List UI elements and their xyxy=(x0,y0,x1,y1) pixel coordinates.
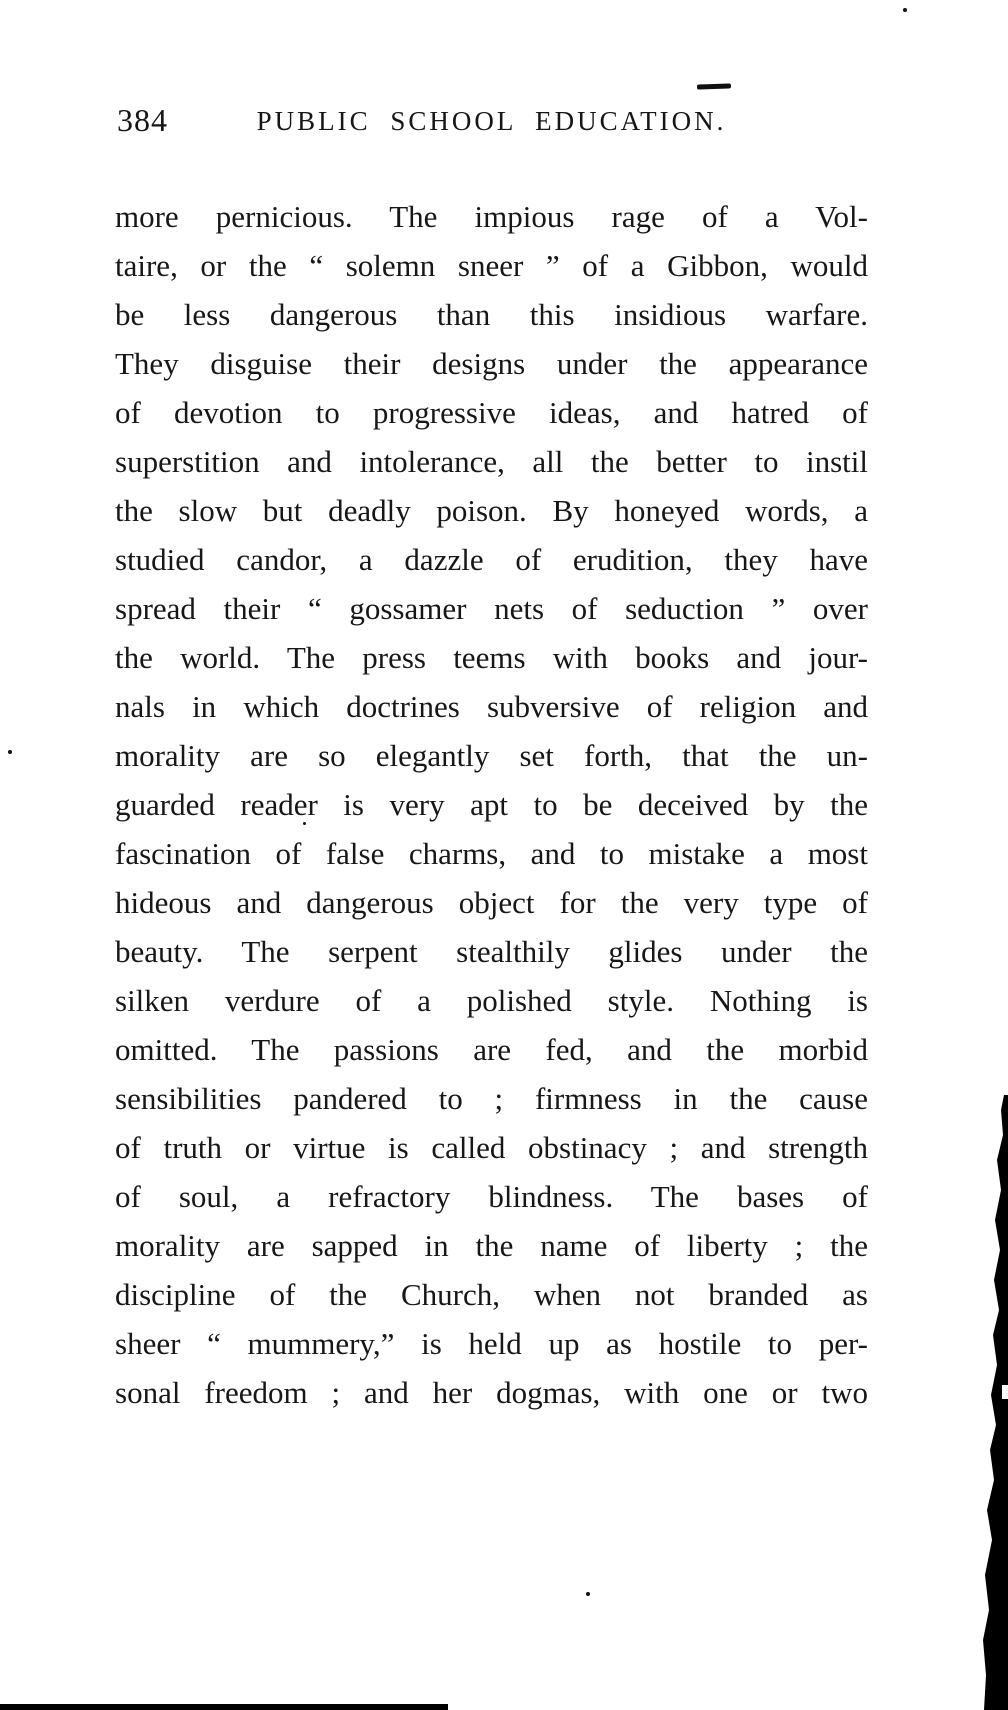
text-line: sheer “ mummery,” is held up as hostile to per- xyxy=(115,1326,868,1361)
text-line: They disguise their designs under the appearance xyxy=(115,346,868,381)
text-line: the slow but deadly poison. By honeyed words, a xyxy=(115,493,868,528)
text-line: omitted. The passions are fed, and the morbid xyxy=(115,1032,868,1067)
text-line: more pernicious. The impious rage of a Vol- xyxy=(115,199,868,234)
page-number: 384 xyxy=(117,102,168,138)
page-body xyxy=(115,192,868,1417)
bottom-scan-line xyxy=(0,1704,448,1710)
text-line: discipline of the Church, when not branded as xyxy=(115,1277,868,1312)
ink-speck xyxy=(586,1592,590,1596)
text-line: the world. The press teems with books and jour- xyxy=(115,640,868,675)
text-line: guarded reader is very apt to be deceived by the xyxy=(115,787,868,822)
text-line: be less dangerous than this insidious warfare. xyxy=(115,297,868,332)
text-line: superstition and intolerance, all the better to instil xyxy=(115,444,868,479)
binding-ink-mark xyxy=(982,1095,1008,1710)
text-line: morality are sapped in the name of liberty ; the xyxy=(115,1228,868,1263)
text-line: silken verdure of a polished style. Nothing is xyxy=(115,983,868,1018)
text-line: of soul, a refractory blindness. The bases of xyxy=(115,1179,868,1214)
text-line: of truth or virtue is called obstinacy ; and strength xyxy=(115,1130,868,1165)
ink-speck xyxy=(8,750,12,754)
text-line: taire, or the “ solemn sneer ” of a Gibbon, would xyxy=(115,248,868,283)
page-header xyxy=(115,0,868,148)
running-title: PUBLIC SCHOOL EDUCATION. xyxy=(256,106,727,136)
text-line: spread their “ gossamer nets of seduction ” over xyxy=(115,591,868,626)
text-line: fascination of false charms, and to mistake a most xyxy=(115,836,868,871)
text-line: morality are so elegantly set forth, that the un- xyxy=(115,738,868,773)
text-line: nals in which doctrines subversive of religion and xyxy=(115,689,868,724)
text-line: of devotion to progressive ideas, and hatred of xyxy=(115,395,868,430)
text-line: sonal freedom ; and her dogmas, with one or two xyxy=(115,1375,868,1410)
ink-speck xyxy=(903,8,907,12)
text-line: studied candor, a dazzle of erudition, they have xyxy=(115,542,868,577)
text-line: beauty. The serpent stealthily glides under the xyxy=(115,934,868,969)
text-line: sensibilities pandered to ; firmness in the cause xyxy=(115,1081,868,1116)
ink-speck xyxy=(303,822,306,825)
text-line: hideous and dangerous object for the very type of xyxy=(115,885,868,920)
